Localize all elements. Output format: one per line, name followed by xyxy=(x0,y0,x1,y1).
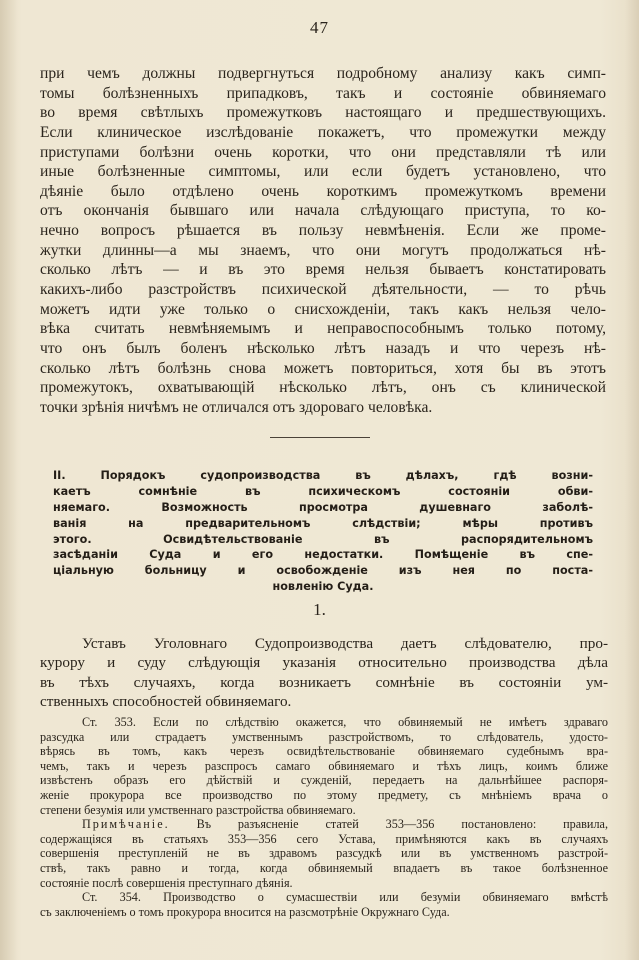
text-line: вѣрясь въ томъ, какъ черезъ освидѣтельствованіе обвиняемаго судебнымъ вра- xyxy=(40,744,608,759)
section-divider xyxy=(270,437,370,438)
text-line: нечно вопросъ рѣшается въ пользу невмѣненія. Если же проме- xyxy=(40,222,606,240)
heading-line: новленію Суда. xyxy=(272,580,374,594)
text-line: во время свѣтлыхъ промежутковъ настоящаго и предшествующихъ. xyxy=(40,104,606,122)
statute-excerpt xyxy=(40,715,608,919)
text-line: точки зрѣнія ничѣмъ не отличался отъ здороваго человѣка. xyxy=(40,398,433,416)
page-number: 47 xyxy=(310,18,329,37)
text-line: сколько лѣтъ — и въ это время нельзя бываетъ констатировать xyxy=(40,261,606,279)
text-line: съ заключеніемъ о томъ прокурора вносится на разсмотрѣніе Окружнаго Суда. xyxy=(40,904,450,919)
heading-line: засѣданіи Суда и его недостатки. Помѣщеніе въ спе- xyxy=(53,548,593,562)
section-number: 1. xyxy=(313,600,326,619)
intro-paragraph xyxy=(40,634,608,712)
text-line: ствѣ, такъ равно и тогда, когда обвиняемый впадаетъ въ такое болѣзненное xyxy=(40,860,608,875)
note-label: Примѣчаніе. xyxy=(82,817,170,832)
text-line: Уставъ Уголовнаго Судопроизводства даетъ слѣдователю, про- xyxy=(82,635,608,652)
text-line: что онъ былъ боленъ нѣсколько лѣтъ назадъ и что черезъ нѣ- xyxy=(40,339,606,357)
text-line: вѣка считать невмѣняемымъ и неправоспособнымъ только потому, xyxy=(40,320,606,338)
text-line: курору и суду слѣдующія указанія относительно производства дѣла xyxy=(40,654,608,672)
text-line: разсудка или страдаетъ умственнымъ разстройствомъ, то слѣдователь, удосто- xyxy=(40,729,608,744)
heading-line: этого. Освидѣтельствованіе въ распорядительномъ xyxy=(53,532,593,546)
heading-line: каетъ сомнѣніе въ психическомъ состояніи обви- xyxy=(53,484,593,498)
text-line: томы болѣзненныхъ припадковъ, такъ и состояніе обвиняемаго xyxy=(40,84,606,102)
text-line: жутки длинны—а мы знаемъ, что они могутъ продолжаться нѣ- xyxy=(40,241,606,259)
article-353 xyxy=(40,715,608,817)
text-line: сколько лѣтъ болѣзнь снова можетъ повториться, хотя бы въ этотъ xyxy=(40,359,606,377)
text-line: Если клиническое изслѣдованіе покажетъ, что промежутки между xyxy=(40,123,606,141)
note-text: Въ разъясненіе статей 353—356 постановлено: правила, xyxy=(169,817,608,832)
heading-line: ванія на предварительномъ слѣдствіи; мѣры противъ xyxy=(53,516,593,530)
text-line: промежутокъ, охватывающій нѣсколько лѣтъ, онъ съ клинической xyxy=(40,379,606,397)
text-line: извѣстенъ образъ его дѣйствій и сужденій, передаетъ на дальнѣйшее распоря- xyxy=(40,773,608,788)
text-line: дѣяніе было отдѣлено очень короткимъ промежуткомъ времени xyxy=(40,182,606,200)
section-heading xyxy=(53,468,593,595)
heading-line: ціальную больницу и освобожденіе изъ нея по поста- xyxy=(53,564,593,578)
text-line: содержащіяся въ статьяхъ 353—356 сего Устава, примѣняются какъ въ случаяхъ xyxy=(40,831,608,846)
page-gutter-shadow xyxy=(0,0,18,960)
text-line: въ тѣхъ случаяхъ, когда возникаетъ сомнѣніе въ состояніи ум- xyxy=(40,673,608,691)
heading-line: няемаго. Возможность просмотра душевнаго заболѣ- xyxy=(53,500,593,514)
text-line: состояніе послѣ совершенія преступнаго дѣянія. xyxy=(40,875,293,890)
heading-line: II. Порядокъ судопроизводства въ дѣлахъ, гдѣ возни- xyxy=(53,469,593,482)
article-354 xyxy=(40,890,608,919)
text-line: Ст. 353. Если по слѣдствію окажется, что обвиняемый не имѣетъ здраваго xyxy=(82,715,608,729)
note xyxy=(40,817,608,890)
text-line: ственныхъ способностей обвиняемаго. xyxy=(40,693,292,711)
text-line: можетъ идти уже только о снисхожденіи, такъ какъ нельзя чело- xyxy=(40,300,606,318)
main-paragraph xyxy=(40,64,606,418)
text-line: Ст. 354. Производство о сумасшествіи или безуміи обвиняемаго вмѣстѣ xyxy=(82,890,608,905)
text-line: при чемъ должны подвергнуться подробному анализу какъ симп- xyxy=(40,65,606,82)
text-line xyxy=(40,817,608,832)
text-line: какихъ-либо разстройствъ психической дѣятельности, — то рѣчь xyxy=(40,281,606,299)
text-line: отъ окончанія бывшаго или начала слѣдующаго приступа, то ко- xyxy=(40,202,606,220)
text-line: совершенія преступленій не въ здравомъ разсудкѣ или въ умственномъ разстрой- xyxy=(40,846,608,861)
text-line: женіе прокурора все производство по этому предмету, съ мнѣніемъ врача о xyxy=(40,787,608,802)
text-line: приступами болѣзни очень коротки, что они представляли тѣ или xyxy=(40,143,606,161)
text-line: иные болѣзненные симптомы, или если будетъ установлено, что xyxy=(40,163,606,181)
text-line: чемъ, такъ и черезъ разспросъ самаго обвиняемаго и тѣхъ лицъ, коимъ ближе xyxy=(40,758,608,773)
page-edge-shadow xyxy=(625,0,639,960)
text-line: степени безумія или умственнаго разстройства обвиняемаго. xyxy=(40,802,356,817)
